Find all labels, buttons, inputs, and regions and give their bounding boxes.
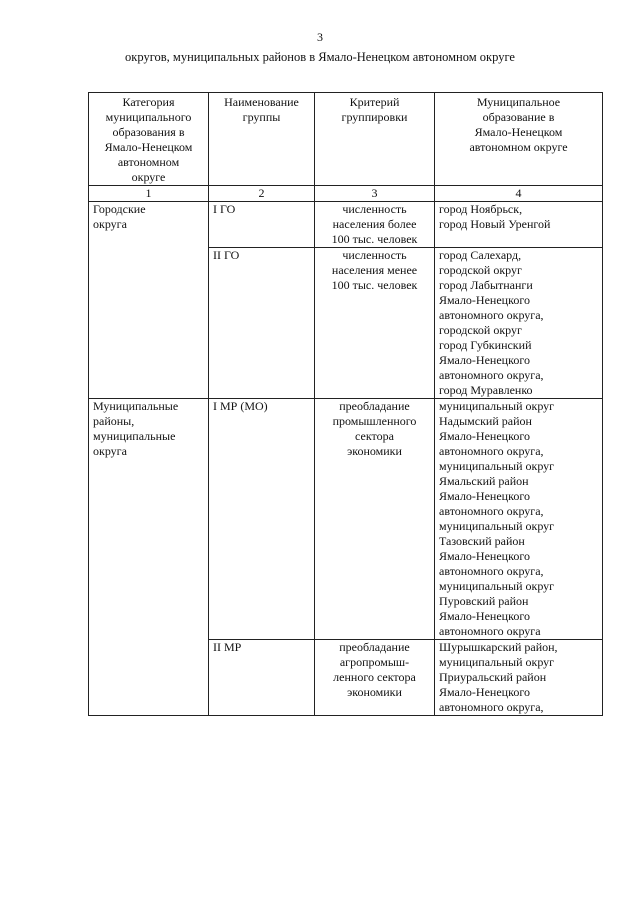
header-municipality: Муниципальное образование в Ямало-Ненецком автономном округе [435,93,603,186]
criterion-cell: численность населения менее 100 тыс. человек [315,248,435,399]
criterion-cell: преобладание промышленного сектора экономики [315,399,435,640]
group-cell: II МР [209,640,315,716]
criterion-cell: численность населения более 100 тыс. человек [315,202,435,248]
column-number: 1 [89,186,209,202]
grouping-table [88,92,603,716]
column-number: 3 [315,186,435,202]
category-cell: Городские округа [89,202,209,399]
header-category: Категория муниципального образования в Ямало-Ненецком автономном округе [89,93,209,186]
group-cell: I МР (МО) [209,399,315,640]
table-row [89,202,603,248]
table-header-row [89,93,603,186]
header-criterion: Критерий группировки [315,93,435,186]
group-cell: II ГО [209,248,315,399]
municipality-cell: город Салехард, городской округ город Лабытнанги Ямало-Ненецкого автономного округа, городской округ город Губкинский Ямало-Ненецкого автономного округа, город Муравленко [435,248,603,399]
document-heading: округов, муниципальных районов в Ямало-Ненецком автономном округе [125,50,515,64]
municipality-cell: город Ноябрьск, город Новый Уренгой [435,202,603,248]
municipality-cell: Шурышкарский район, муниципальный округ Приуральский район Ямало-Ненецкого автономного округа, [435,640,603,716]
category-cell: Муниципальные районы, муниципальные округа [89,399,209,716]
municipality-cell: муниципальный округ Надымский район Ямало-Ненецкого автономного округа, муниципальный округ Ямальский район Ямало-Ненецкого автономного округа, муниципальный округ Тазовский район Ямало-Ненецкого автономного округа, муниципальный округ Пуровский район Ямало-Ненецкого автономного округа [435,399,603,640]
criterion-cell: преобладание агропромыш- ленного сектора экономики [315,640,435,716]
column-number: 4 [435,186,603,202]
group-cell: I ГО [209,202,315,248]
page-number: 3 [317,30,323,44]
header-group-name: Наименование группы [209,93,315,186]
column-number: 2 [209,186,315,202]
column-number-row [89,186,603,202]
table-row [89,399,603,640]
